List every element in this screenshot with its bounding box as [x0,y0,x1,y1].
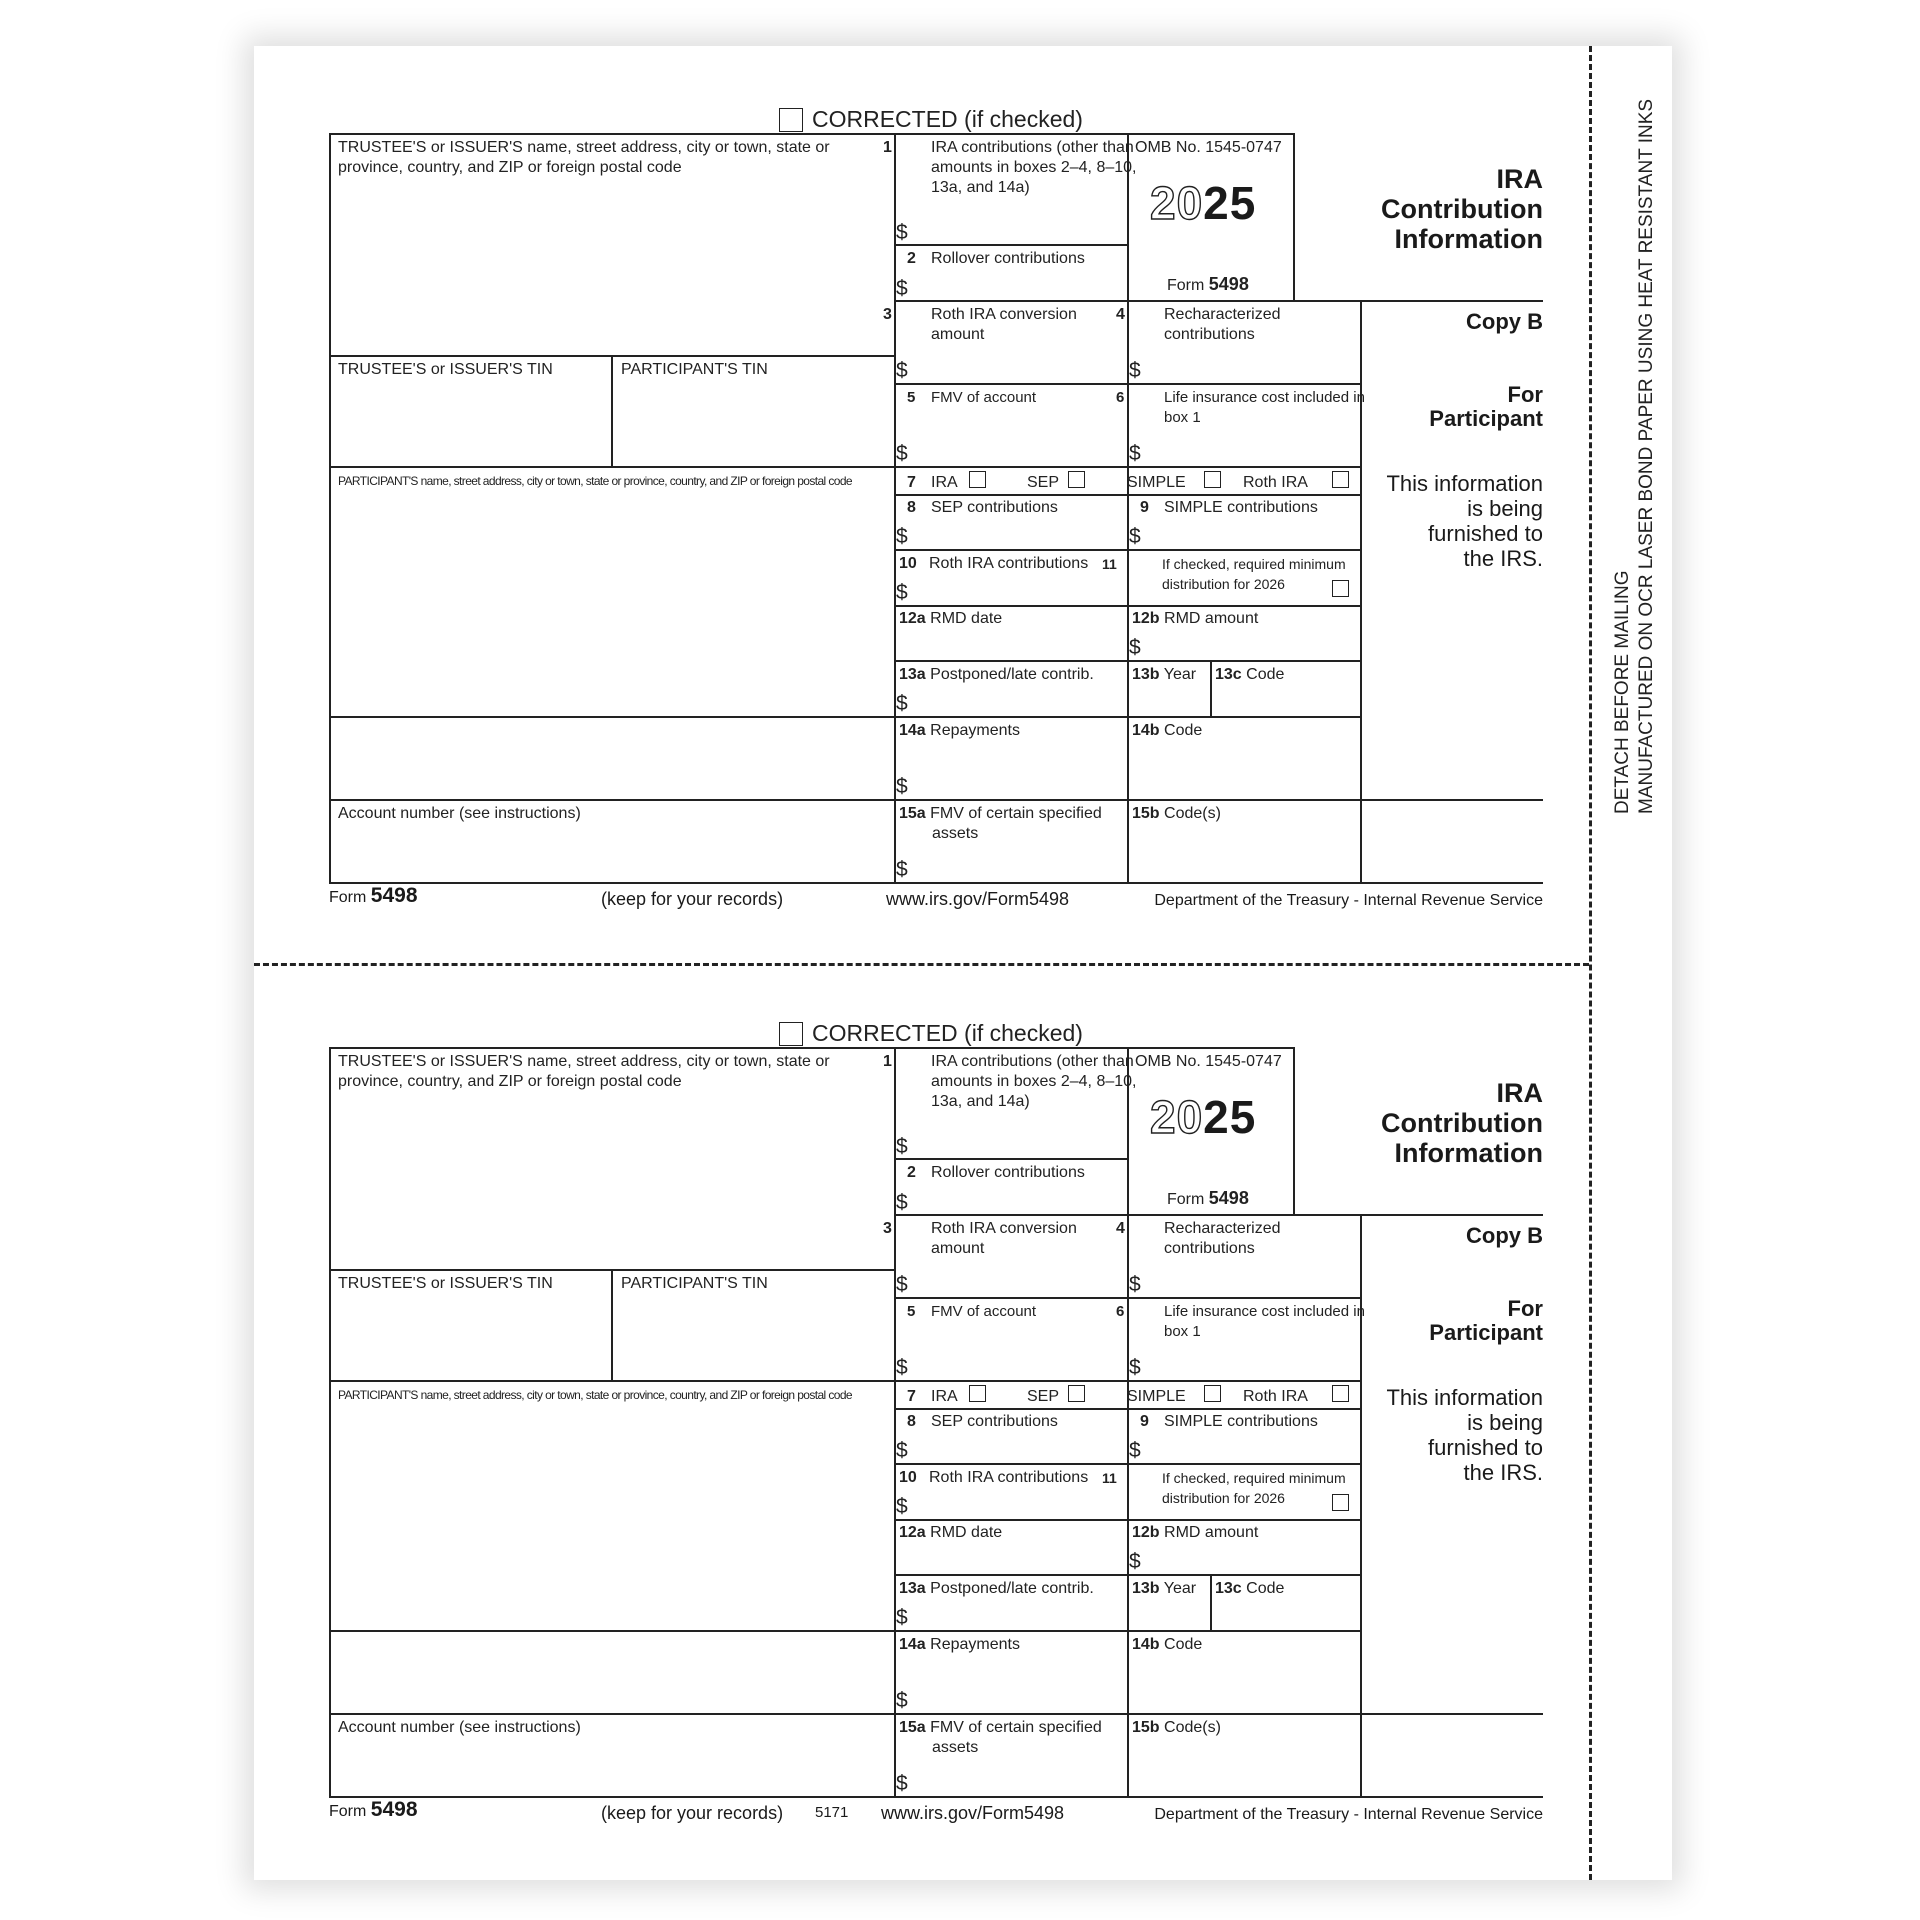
footer-department: Department of the Treasury - Internal Revenue Service [1154,1806,1543,1823]
box12b-label: 12b RMD amount [1132,610,1259,627]
box8-label: 8 SEP contributions [907,1413,1058,1430]
corrected-label: CORRECTED (if checked) [812,106,1083,132]
trustee-name-field[interactable] [335,176,890,351]
box10-dollar[interactable]: $ [896,581,908,604]
box6-dollar[interactable]: $ [1129,442,1141,465]
box9-dollar[interactable]: $ [1129,525,1141,548]
box7-simple-label: SIMPLE [1127,474,1186,491]
footer-irs-url[interactable]: www.irs.gov/Form5498 [881,1803,1065,1823]
form-title: IRA Contribution Information [1381,1078,1543,1168]
form-5498-copy-bottom [0,960,1920,1880]
participant-tin-field[interactable] [616,1296,891,1376]
box8-dollar[interactable]: $ [896,525,908,548]
box10-dollar[interactable]: $ [896,1495,908,1518]
trustee-tin-label: TRUSTEE'S or ISSUER'S TIN [338,1275,553,1292]
box15a-dollar[interactable]: $ [896,1772,908,1795]
participant-name-field[interactable] [335,491,890,791]
box5-dollar[interactable]: $ [896,442,908,465]
box6-label: 6 Life insurance cost included in box 1 [1116,389,1365,426]
copy-label: Copy B [1466,1223,1543,1248]
box14b-label: 14b Code [1132,1636,1203,1653]
footer-catalog-number: 5171 [815,1804,849,1821]
participant-tin-label: PARTICIPANT'S TIN [621,1275,768,1292]
form-title: IRA Contribution Information [1381,164,1543,254]
account-number-label: Account number (see instructions) [338,1719,581,1736]
account-number-field[interactable] [335,828,890,878]
box13c-label: 13c Code [1215,666,1285,683]
box7-sep-label: SEP [1027,1388,1060,1405]
box1-dollar[interactable]: $ [896,221,908,244]
box5-label: 5 FMV of account [907,389,1037,406]
trustee-name-label: TRUSTEE'S or ISSUER'S name, street address, city or town, state or province, country, and ZIP or foreign postal code [338,139,830,176]
omb-number: OMB No. 1545-0747 [1135,139,1282,156]
box7-ira-checkbox[interactable] [969,471,986,488]
box13b-label: 13b Year [1132,1580,1197,1597]
box7-simple-checkbox[interactable] [1204,1385,1221,1402]
box7-number: 7 [907,1388,916,1405]
box14a-label: 14a Repayments [899,1636,1020,1653]
box7-ira-label: IRA [931,1388,958,1405]
box7-roth-label: Roth IRA [1243,1388,1308,1405]
form-number-top: Form 5498 [1167,1188,1249,1208]
box11-checkbox[interactable] [1332,1494,1349,1511]
trustee-name-field[interactable] [335,1090,890,1265]
side-text-manufactured: MANUFACTURED ON OCR LASER BOND PAPER USING HEAT RESISTANT INKS [1636,98,1657,814]
footer-keep-records: (keep for your records) [601,1803,784,1823]
box3-label: 3 Roth IRA conversion amount [883,1220,1077,1257]
box5-label: 5 FMV of account [907,1303,1037,1320]
box10-label: 10 Roth IRA contributions [899,555,1089,572]
box15b-label: 15b Code(s) [1132,805,1221,822]
form-5498-copy-top [0,46,1920,966]
side-text-detach: DETACH BEFORE MAILING [1612,570,1633,814]
box14a-dollar[interactable]: $ [896,1689,908,1712]
corrected-checkbox[interactable] [779,1022,803,1046]
box10-label: 10 Roth IRA contributions [899,1469,1089,1486]
box7-simple-checkbox[interactable] [1204,471,1221,488]
box13a-dollar[interactable]: $ [896,692,908,715]
box4-dollar[interactable]: $ [1129,359,1141,382]
box15b-label: 15b Code(s) [1132,1719,1221,1736]
box7-sep-label: SEP [1027,474,1060,491]
box14b-label: 14b Code [1132,722,1203,739]
participant-name-label: PARTICIPANT'S name, street address, city or town, state or province, country, and ZIP or foreign postal code [338,1388,852,1402]
participant-tin-label: PARTICIPANT'S TIN [621,361,768,378]
box7-sep-checkbox[interactable] [1068,471,1085,488]
irs-furnished-notice: This information is being furnished to the IRS. [1386,471,1543,571]
box6-label: 6 Life insurance cost included in box 1 [1116,1303,1365,1340]
box12b-label: 12b RMD amount [1132,1524,1259,1541]
box11-label: 11 If checked, required minimum distribution for 2026 [1102,556,1346,592]
trustee-name-label: TRUSTEE'S or ISSUER'S name, street address, city or town, state or province, country, and ZIP or foreign postal code [338,1053,830,1090]
box12b-dollar[interactable]: $ [1129,636,1141,659]
box7-roth-checkbox[interactable] [1332,471,1349,488]
corrected-checkbox[interactable] [779,108,803,132]
box3-dollar[interactable]: $ [896,1273,908,1296]
irs-furnished-notice: This information is being furnished to the IRS. [1386,1385,1543,1485]
box11-checkbox[interactable] [1332,580,1349,597]
box7-ira-label: IRA [931,474,958,491]
box3-dollar[interactable]: $ [896,359,908,382]
box1-dollar[interactable]: $ [896,1135,908,1158]
form-number-top: Form 5498 [1167,274,1249,294]
box2-label: 2 Rollover contributions [907,250,1085,267]
account-number-label: Account number (see instructions) [338,805,581,822]
box7-ira-checkbox[interactable] [969,1385,986,1402]
participant-tin-field[interactable] [616,382,891,462]
box9-dollar[interactable]: $ [1129,1439,1141,1462]
box7-simple-label: SIMPLE [1127,1388,1186,1405]
trustee-tin-field[interactable] [335,1296,607,1376]
box14a-label: 14a Repayments [899,722,1020,739]
account-number-field[interactable] [335,1742,890,1792]
trustee-tin-label: TRUSTEE'S or ISSUER'S TIN [338,361,553,378]
box7-roth-label: Roth IRA [1243,474,1308,491]
box13a-label: 13a Postponed/late contrib. [899,1580,1094,1597]
for-participant-label: For Participant [1429,1296,1543,1345]
box7-roth-checkbox[interactable] [1332,1385,1349,1402]
box12a-field[interactable] [900,1545,1122,1569]
box1-label: 1 IRA contributions (other than amounts in boxes 2–4, 8–10, 13a, and 14a) [883,139,1137,196]
box13a-dollar[interactable]: $ [896,1606,908,1629]
box7-number: 7 [907,474,916,491]
tax-year: 2025 [1150,177,1257,229]
box12a-label: 12a RMD date [899,1524,1003,1541]
participant-name-label: PARTICIPANT'S name, street address, city or town, state or province, country, and ZIP or foreign postal code [338,474,852,488]
box2-dollar[interactable]: $ [896,277,908,300]
footer-form-number: Form 5498 [329,1798,418,1821]
footer-keep-records: (keep for your records) [601,889,784,909]
box3-label: 3 Roth IRA conversion amount [883,306,1077,343]
box13a-label: 13a Postponed/late contrib. [899,666,1094,683]
footer-form-number: Form 5498 [329,884,418,907]
box13c-label: 13c Code [1215,1580,1285,1597]
box13b-label: 13b Year [1132,666,1197,683]
box5-dollar[interactable]: $ [896,1356,908,1379]
box9-label: 9 SIMPLE contributions [1140,1413,1318,1430]
box15a-dollar[interactable]: $ [896,858,908,881]
box4-label: 4 Recharacterized contributions [1116,1220,1281,1257]
box2-label: 2 Rollover contributions [907,1164,1085,1181]
box9-label: 9 SIMPLE contributions [1140,499,1318,516]
footer-department: Department of the Treasury - Internal Revenue Service [1154,892,1543,909]
box4-dollar[interactable]: $ [1129,1273,1141,1296]
for-participant-label: For Participant [1429,382,1543,431]
box14a-dollar[interactable]: $ [896,775,908,798]
box8-dollar[interactable]: $ [896,1439,908,1462]
box15a-label: 15a FMV of certain specified assets [899,1719,1102,1756]
box2-dollar[interactable]: $ [896,1191,908,1214]
box11-label: 11 If checked, required minimum distribution for 2026 [1102,1470,1346,1506]
box6-dollar[interactable]: $ [1129,1356,1141,1379]
box8-label: 8 SEP contributions [907,499,1058,516]
copy-label: Copy B [1466,309,1543,334]
corrected-label: CORRECTED (if checked) [812,1020,1083,1046]
tax-year: 2025 [1150,1091,1257,1143]
box12a-field[interactable] [900,631,1122,655]
participant-name-field[interactable] [335,1405,890,1705]
box12a-label: 12a RMD date [899,610,1003,627]
trustee-tin-field[interactable] [335,382,607,462]
box1-label: 1 IRA contributions (other than amounts in boxes 2–4, 8–10, 13a, and 14a) [883,1053,1137,1110]
box15a-label: 15a FMV of certain specified assets [899,805,1102,842]
box12b-dollar[interactable]: $ [1129,1550,1141,1573]
box4-label: 4 Recharacterized contributions [1116,306,1281,343]
footer-irs-url[interactable]: www.irs.gov/Form5498 [886,889,1070,909]
omb-number: OMB No. 1545-0747 [1135,1053,1282,1070]
box7-sep-checkbox[interactable] [1068,1385,1085,1402]
